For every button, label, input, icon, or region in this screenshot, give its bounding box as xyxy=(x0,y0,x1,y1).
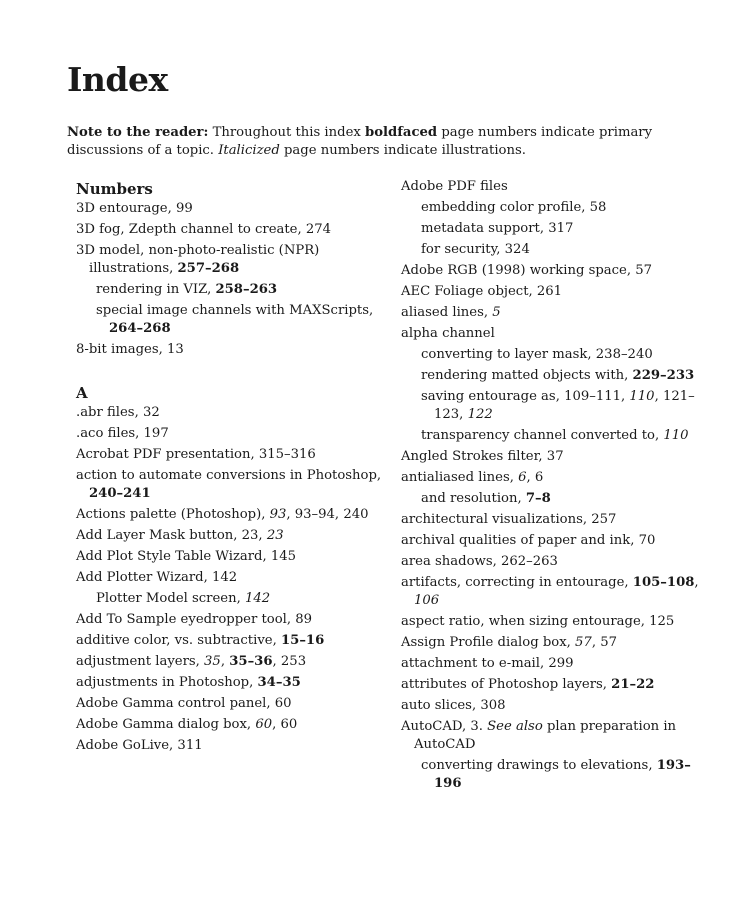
entry-text: Adobe GoLive, 311 xyxy=(76,738,203,753)
index-entry xyxy=(401,718,701,757)
page-ref-italic: 60 xyxy=(255,717,273,732)
index-entry xyxy=(401,304,701,325)
entry-text: Assign Profile dialog box, xyxy=(401,635,576,650)
entry-text: rendering in VIZ, xyxy=(96,282,216,297)
entry-text: converting drawings to elevations, xyxy=(421,758,657,773)
index-entry xyxy=(76,716,396,737)
page-ref-italic: 122 xyxy=(467,407,493,422)
entry-text: 8-bit images, 13 xyxy=(76,342,184,357)
entry-text: , 57 xyxy=(591,635,617,650)
index-entry xyxy=(401,655,701,676)
index-subentry xyxy=(421,757,701,796)
entry-text: aliased lines, xyxy=(401,305,493,320)
page-ref-bold: 105–108 xyxy=(632,575,695,590)
entry-text: saving entourage as, 109–111, xyxy=(421,389,630,404)
entry-text: special image channels with MAXScripts, xyxy=(96,303,374,318)
entry-text: , xyxy=(694,575,699,590)
index-subentry xyxy=(421,367,701,388)
index-entry xyxy=(76,467,396,506)
entry-text: converting to layer mask, 238–240 xyxy=(421,347,653,362)
page-ref-italic: 110 xyxy=(663,428,689,443)
page-ref-italic: 6 xyxy=(518,470,527,485)
entry-text: AEC Foliage object, 261 xyxy=(401,284,563,299)
page-ref-bold: 193–196 xyxy=(434,758,691,791)
page-ref-bold: 34–35 xyxy=(257,675,301,690)
note-text-2: page numbers indicate primary discussions of a topic. xyxy=(67,125,653,158)
index-subentry xyxy=(96,590,396,611)
entry-text: and resolution, xyxy=(421,491,526,506)
index-entry xyxy=(401,574,701,613)
index-entry xyxy=(76,242,396,281)
entry-text: Add Plotter Wizard, 142 xyxy=(76,570,238,585)
index-entry xyxy=(401,448,701,469)
index-subentry xyxy=(421,346,701,367)
entry-text: Angled Strokes filter, 37 xyxy=(401,449,564,464)
entry-text: adjustments in Photoshop, xyxy=(76,675,258,690)
entry-text: Acrobat PDF presentation, 315–316 xyxy=(76,447,316,462)
index-entry xyxy=(76,425,396,446)
entry-text: 3D entourage, 99 xyxy=(76,201,193,216)
index-entry xyxy=(76,506,396,527)
entry-text: rendering matted objects with, xyxy=(421,368,633,383)
page-ref-italic: 23 xyxy=(266,528,284,543)
entry-text: , 121–123, xyxy=(434,389,695,422)
page-ref-bold: 264–268 xyxy=(109,321,171,336)
index-subentry xyxy=(421,220,701,241)
entry-text: Plotter Model screen, xyxy=(96,591,245,606)
page-ref-italic: 110 xyxy=(629,389,655,404)
index-subentry xyxy=(421,490,701,511)
index-entry xyxy=(401,178,701,199)
index-entry xyxy=(76,611,396,632)
entry-text: Actions palette (Photoshop), xyxy=(76,507,270,522)
entry-text: .abr files, 32 xyxy=(76,405,160,420)
index-entry xyxy=(76,674,396,695)
entry-text: , 60 xyxy=(272,717,298,732)
entry-text: for security, 324 xyxy=(421,242,530,257)
index-entry xyxy=(401,634,701,655)
entry-text: AutoCAD, 3. xyxy=(401,719,488,734)
index-column-left xyxy=(76,178,396,758)
index-entry xyxy=(401,469,701,490)
entry-text: 3D fog, Zdepth channel to create, 274 xyxy=(76,222,332,237)
index-entry xyxy=(76,737,396,758)
entry-text: embedding color profile, 58 xyxy=(421,200,607,215)
entry-text: architectural visualizations, 257 xyxy=(401,512,617,527)
index-column-right xyxy=(401,178,701,796)
entry-text: Adobe Gamma dialog box, xyxy=(76,717,256,732)
index-entry xyxy=(76,632,396,653)
entry-text: 3D model, non-photo-realistic (NPR) illustrations, xyxy=(76,243,320,276)
entry-text: archival qualities of paper and ink, 70 xyxy=(401,533,656,548)
entry-text: Add Layer Mask button, 23, xyxy=(76,528,267,543)
entry-text: Adobe RGB (1998) working space, 57 xyxy=(401,263,653,278)
page-ref-italic: 106 xyxy=(414,593,440,608)
page-ref-italic: 5 xyxy=(492,305,501,320)
index-entry xyxy=(76,653,396,674)
entry-text: transparency channel converted to, xyxy=(421,428,664,443)
page-ref-italic: See also xyxy=(487,719,543,734)
page-ref-bold: 15–16 xyxy=(280,633,325,648)
index-subentry xyxy=(421,427,701,448)
index-entry xyxy=(76,695,396,716)
index-entry xyxy=(401,325,701,346)
entry-text: Adobe PDF files xyxy=(401,179,508,194)
entry-text: auto slices, 308 xyxy=(401,698,506,713)
page-title: Index xyxy=(67,60,168,99)
entry-text: , 93–94, 240 xyxy=(286,507,369,522)
section-heading: A xyxy=(76,384,88,402)
index-entry xyxy=(401,283,701,304)
index-entry xyxy=(401,553,701,574)
index-subentry xyxy=(96,302,396,341)
page-ref-italic: 142 xyxy=(244,591,271,606)
entry-text: attachment to e-mail, 299 xyxy=(401,656,574,671)
reader-note xyxy=(67,124,687,160)
page-ref-bold: 21–22 xyxy=(611,677,655,692)
note-text-3: page numbers indicate illustrations. xyxy=(279,143,526,158)
entry-text: artifacts, correcting in entourage, xyxy=(401,575,633,590)
index-entry xyxy=(76,446,396,467)
page-ref-bold: 240–241 xyxy=(89,486,151,501)
entry-text: plan preparation in AutoCAD xyxy=(414,719,677,752)
page-ref-bold: 229–233 xyxy=(632,368,695,383)
index-entry xyxy=(76,569,396,590)
index-subentry xyxy=(421,388,701,427)
entry-text: , 6 xyxy=(526,470,544,485)
index-entry xyxy=(76,404,396,425)
entry-text: Adobe Gamma control panel, 60 xyxy=(76,696,292,711)
entry-text: alpha channel xyxy=(401,326,495,341)
index-subentry xyxy=(96,281,396,302)
entry-text: .aco files, 197 xyxy=(76,426,169,441)
entry-text: additive color, vs. subtractive, xyxy=(76,633,281,648)
entry-text: action to automate conversions in Photoshop, xyxy=(76,468,382,483)
entry-text: aspect ratio, when sizing entourage, 125 xyxy=(401,614,675,629)
index-entry xyxy=(401,676,701,697)
note-lead: Note to the reader: xyxy=(67,125,209,140)
note-bold-word: boldfaced xyxy=(365,125,438,140)
index-entry xyxy=(76,548,396,569)
entry-text: , 253 xyxy=(272,654,307,669)
page-ref-italic: 35 xyxy=(204,654,221,669)
page-ref-bold: 257–268 xyxy=(177,261,240,276)
entry-text: adjustment layers, xyxy=(76,654,205,669)
section-heading: Numbers xyxy=(76,180,153,198)
entry-text: area shadows, 262–263 xyxy=(401,554,558,569)
note-text-1: Throughout this index xyxy=(208,125,366,140)
entry-text: metadata support, 317 xyxy=(421,221,574,236)
entry-text: attributes of Photoshop layers, xyxy=(401,677,612,692)
page-ref-bold: 7–8 xyxy=(525,491,551,506)
index-entry xyxy=(76,200,396,221)
page-ref-bold: 258–263 xyxy=(215,282,278,297)
index-entry xyxy=(76,527,396,548)
index-entry xyxy=(401,262,701,283)
index-entry xyxy=(401,511,701,532)
page-ref-italic: 57 xyxy=(575,635,592,650)
entry-text: antialiased lines, xyxy=(401,470,519,485)
index-entry xyxy=(401,613,701,634)
entry-text: Add Plot Style Table Wizard, 145 xyxy=(76,549,297,564)
page-ref-italic: 93 xyxy=(269,507,287,522)
index-entry xyxy=(76,341,396,362)
index-entry xyxy=(401,532,701,553)
index-entry xyxy=(401,697,701,718)
index-subentry xyxy=(421,241,701,262)
index-subentry xyxy=(421,199,701,220)
note-italic-word: Italicized xyxy=(218,143,280,158)
index-entry xyxy=(76,221,396,242)
entry-text: Add To Sample eyedropper tool, 89 xyxy=(76,612,313,627)
page-ref-bold: 35–36 xyxy=(229,654,273,669)
entry-text: , xyxy=(220,654,230,669)
